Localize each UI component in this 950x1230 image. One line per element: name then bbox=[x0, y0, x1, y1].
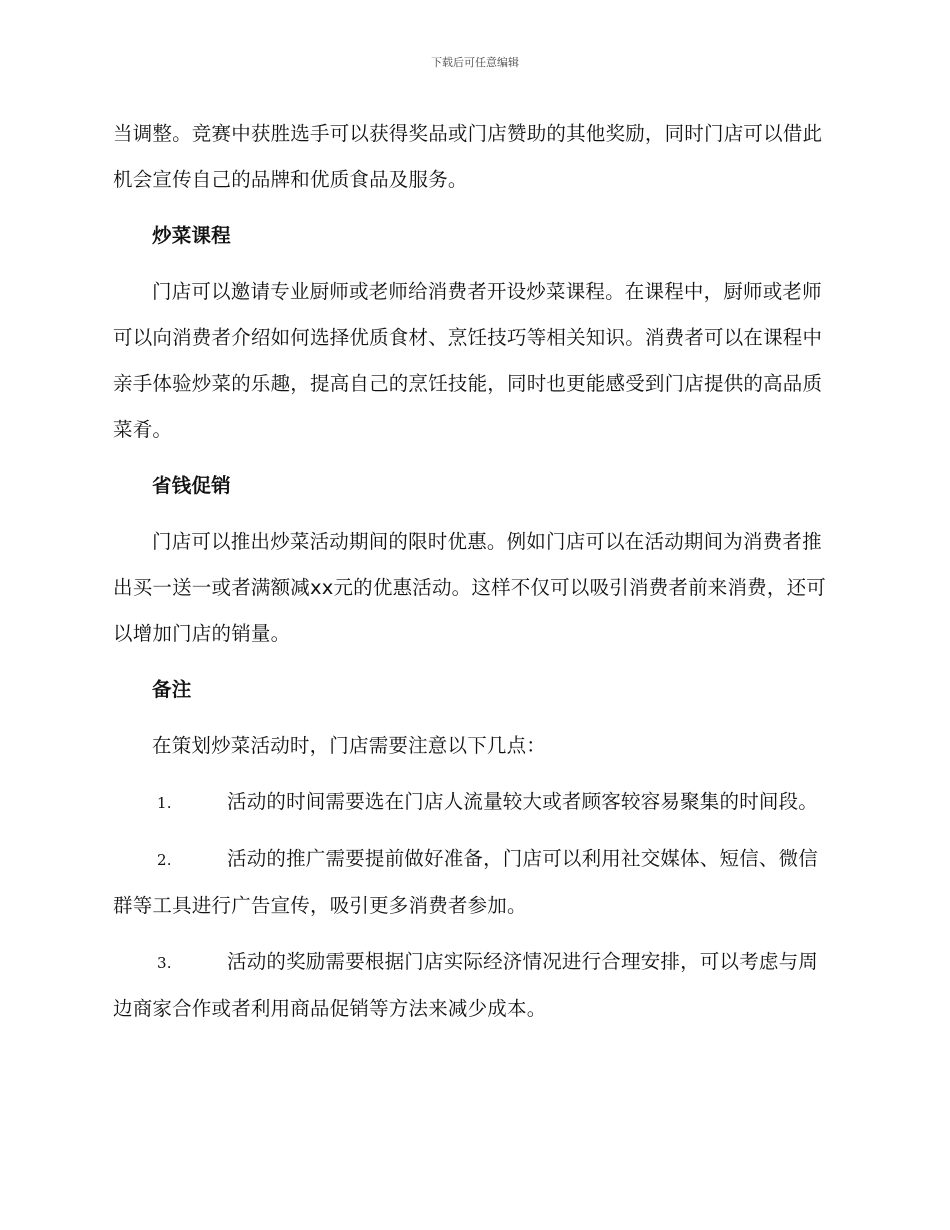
intro-paragraph: 当调整。竞赛中获胜选手可以获得奖品或门店赞助的其他奖励，同时门店可以借此机会宣传自己的品牌和优质食品及服务。 bbox=[113, 122, 823, 191]
list-item bbox=[113, 836, 837, 929]
list-item-text: 活动的推广需要提前做好准备，门店可以利用社交媒体、短信、微信群等工具进行广告宣传，吸引更多消费者参加。 bbox=[113, 847, 819, 917]
section-heading-notes: 备注 bbox=[152, 678, 192, 701]
list-item bbox=[113, 939, 837, 1032]
section-heading-cooking-class: 炒菜课程 bbox=[152, 224, 231, 247]
section-heading-promotion: 省钱促销 bbox=[152, 474, 231, 497]
list-item-number: 3. bbox=[157, 954, 172, 972]
section-paragraph-cooking-class: 门店可以邀请专业厨师或老师给消费者开设炒菜课程。在课程中，厨师或老师可以向消费者介绍如何选择优质食材、烹饪技巧等相关知识。消费者可以在课程中亲手体验炒菜的乐趣，提高自己的烹饪技能，同时也更能感受到门店提供的高品质菜肴。 bbox=[113, 280, 823, 441]
list-item bbox=[113, 779, 837, 826]
list-item-text: 活动的时间需要选在门店人流量较大或者顾客较容易聚集的时间段。 bbox=[227, 790, 819, 813]
section-paragraph-notes: 在策划炒菜活动时，门店需要注意以下几点： bbox=[152, 734, 547, 757]
section-paragraph-promotion: 门店可以推出炒菜活动期间的限时优惠。例如门店可以在活动期间为消费者推出买一送一或者满额减xx元的优惠活动。这样不仅可以吸引消费者前来消费，还可以增加门店的销量。 bbox=[113, 530, 826, 645]
document-body bbox=[113, 111, 837, 1042]
list-item-number: 2. bbox=[157, 851, 172, 869]
list-item-number: 1. bbox=[157, 794, 172, 812]
list-item-text: 活动的奖励需要根据门店实际经济情况进行合理安排，可以考虑与周边商家合作或者利用商品促销等方法来减少成本。 bbox=[113, 950, 819, 1020]
header-note: 下载后可任意编辑 bbox=[431, 56, 519, 69]
